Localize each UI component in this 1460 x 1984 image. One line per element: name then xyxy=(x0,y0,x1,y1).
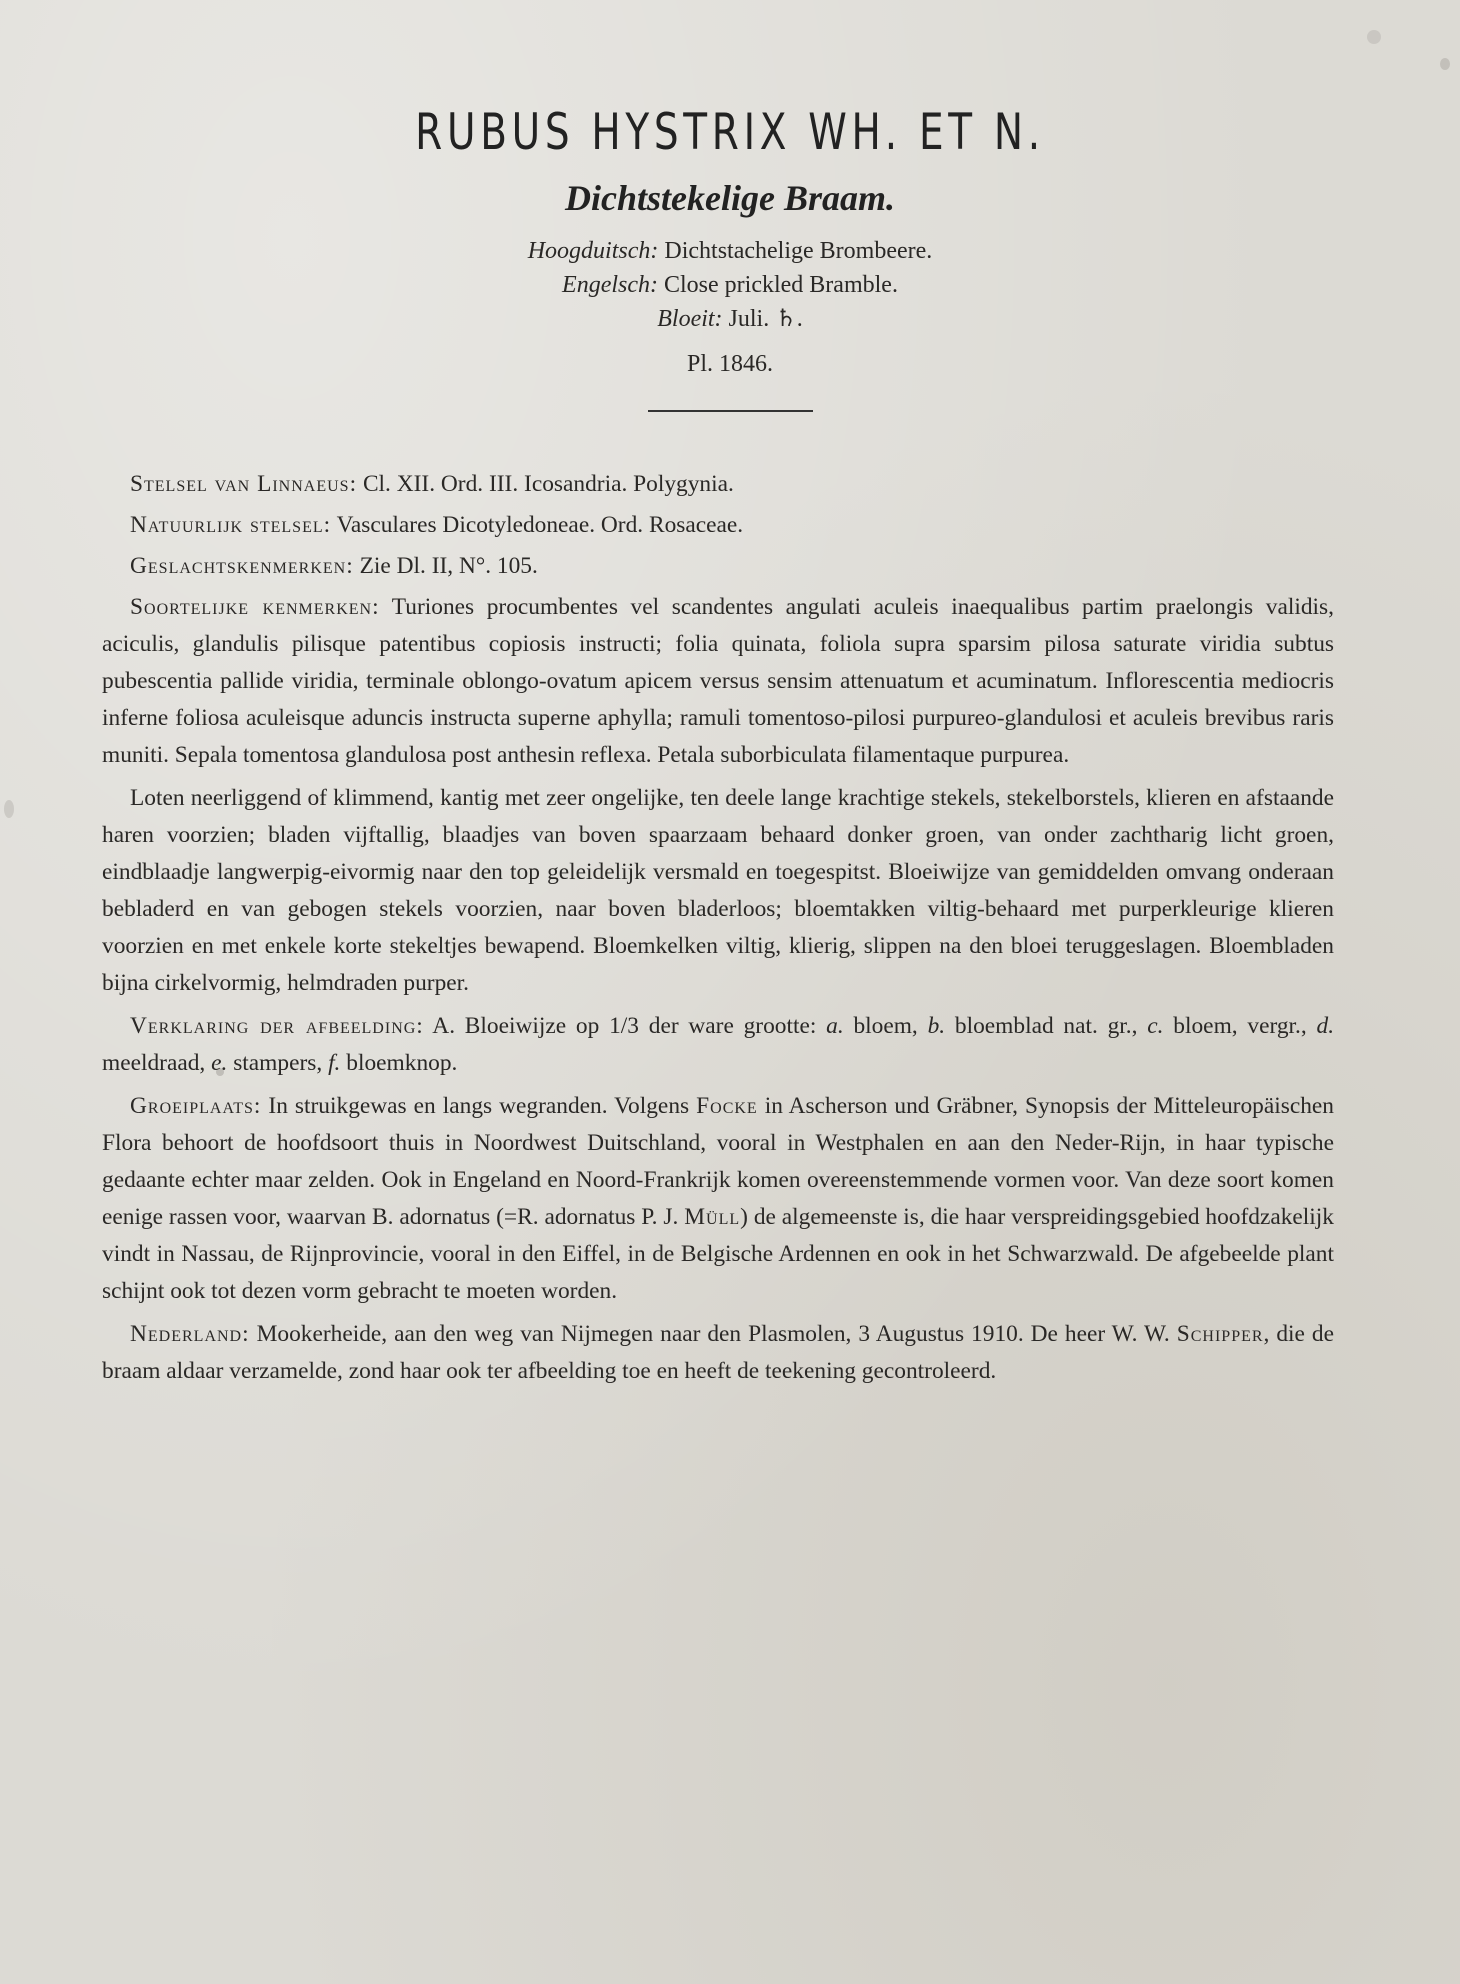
plate-number: Pl. 1846. xyxy=(686,351,773,377)
figure-text-a: A. Bloeiwijze op xyxy=(432,1013,600,1039)
netherlands-text: , die de braam aldaar verzamelde, zond haar ook ter afbeelding toe en heeft de teekening gecontroleerd. xyxy=(102,1321,1334,1384)
habitat-text: ) de algemeenste is, die haar verspreidingsgebied hoofdzakelijk vindt in Nassau, de Rijnprovincie, vooral in den Eiffel, in de Belgische Ardennen en ook in het Schwarzwald. De afgebeelde plant schijnt ook tot dezen vorm gebracht te moeten worden. xyxy=(102,1204,1335,1304)
section-label: Verklaring der afbeelding: xyxy=(130,1013,424,1039)
habitat-section xyxy=(102,1088,1334,1310)
figure-explanation-section xyxy=(102,1008,1334,1082)
figure-part-key: e. xyxy=(211,1050,228,1076)
figure-part-key: b. xyxy=(927,1013,946,1039)
figure-part-value: bloemknop. xyxy=(346,1050,458,1076)
section-label: Natuurlijk stelsel: xyxy=(130,512,332,538)
english-label: Engelsch: xyxy=(562,272,658,298)
flowering-line xyxy=(0,302,1460,336)
section-label: Nederland: xyxy=(130,1321,250,1347)
figure-part-value: bloem, vergr., xyxy=(1173,1013,1307,1039)
dutch-name: Dichtstekelige Braam. xyxy=(565,178,895,218)
page-body xyxy=(102,466,1334,1396)
section-text: Cl. XII. Ord. III. Icosandria. Polygynia. xyxy=(362,471,734,497)
section-text: Zie Dl. II, N°. 105. xyxy=(359,553,538,579)
habitat-text: In struikgewas en langs wegranden. Volgens xyxy=(268,1093,690,1119)
genus-section xyxy=(102,548,1334,585)
figure-part-value: stampers, xyxy=(233,1050,323,1076)
section-text: Vasculares Dicotyledoneae. Ord. Rosaceae. xyxy=(336,512,744,538)
section-label: Groeiplaats: xyxy=(130,1093,262,1119)
figure-part-value: bloemblad nat. gr., xyxy=(954,1013,1138,1039)
figure-part-key: c. xyxy=(1147,1013,1164,1039)
ink-speck xyxy=(4,800,14,818)
author-name: Müll xyxy=(684,1204,741,1230)
figure-part-value: meeldraad, xyxy=(102,1050,206,1076)
page-title: RUBUS HYSTRIX WH. ET N. xyxy=(415,103,1045,161)
ink-speck xyxy=(1440,58,1450,70)
netherlands-text: Mookerheide, aan den weg van Nijmegen naar den Plasmolen, 3 Augustus 1910. De heer W. W. xyxy=(256,1321,1170,1347)
header xyxy=(0,100,1460,412)
figure-part-key: f. xyxy=(328,1050,341,1076)
section-label: Stelsel van Linnaeus: xyxy=(130,471,358,497)
section-label: Geslachtskenmerken: xyxy=(130,553,354,579)
german-value: Dichtstachelige Brombeere. xyxy=(664,238,933,264)
netherlands-section xyxy=(102,1316,1334,1390)
flowering-label: Bloeit: xyxy=(657,306,723,332)
divider-rule xyxy=(648,410,813,412)
species-section xyxy=(102,589,1334,774)
linnaeus-section xyxy=(102,466,1334,503)
german-name-line xyxy=(0,234,1460,268)
collector-name: Schipper xyxy=(1176,1321,1264,1347)
figure-part-key: d. xyxy=(1316,1013,1335,1039)
figure-text-b: der ware grootte: xyxy=(648,1013,817,1039)
author-name: Focke xyxy=(696,1093,758,1119)
flowering-value: Juli. ♄. xyxy=(728,306,803,332)
english-name-line xyxy=(0,268,1460,302)
section-label: Soortelijke kenmerken: xyxy=(130,594,380,620)
ink-speck xyxy=(1367,30,1381,44)
figure-part-key: a. xyxy=(826,1013,844,1039)
german-label: Hoogduitsch: xyxy=(527,238,659,264)
natural-system-section xyxy=(102,507,1334,544)
english-value: Close prickled Bramble. xyxy=(664,272,898,298)
habitat-text: in Ascherson und Gräbner, Synopsis der Mitteleuropäischen Flora behoort de hoofdsoort thuis in Noordwest Duitschland, vooral in Westphalen en aan den Neder-Rijn, in haar typische gedaante echter maar zelden. Ook in Engeland en Noord-Frankrijk komen overeenstemmende vormen voor. Van deze soort komen eenige rassen voor, waarvan B. adornatus (=R. adornatus P. J. xyxy=(102,1093,1334,1230)
figure-part-value: bloem, xyxy=(853,1013,918,1039)
figure-fraction: 1/3 xyxy=(609,1013,639,1039)
dutch-description: Loten neerliggend of klimmend, kantig met zeer ongelijke, ten deele lange krachtige stekels, stekelborstels, klieren en afstaande haren voorzien; bladen vijftallig, blaadjes van boven spaarzaam behaard donker groen, van onder zachtharig licht groen, eindblaadje langwerpig-eivormig naar den top geleidelijk versmald en toegespitst. Bloeiwijze van gemiddelden omvang onderaan bebladerd en van gebogen stekels voorzien, naar boven bladerloos; bloemtakken viltig-behaard met purperkleurige klieren voorzien en met enkele korte stekeltjes bewapend. Bloemkelken viltig, klierig, slippen na den bloei teruggeslagen. Bloembladen bijna cirkelvormig, helmdraden purper. xyxy=(102,785,1334,996)
section-text: Turiones procumbentes vel scandentes angulati aculeis inaequalibus partim praelongis validis, aciculis, glandulis pilisque patentibus copiosis instructi; folia quinata, foliola supra sparsim pilosa saturate viridia subtus pubescentia pallide viridia, terminale oblongo-ovatum apicem versus sensim attenuatum et acuminatum. Inflorescentia mediocris inferne foliosa aculeisque aduncis instructa superne aphylla; ramuli tomentoso-pilosi purpureo-glandulosi et aculeis brevibus raris muniti. Sepala tomentosa glandulosa post anthesin reflexa. Petala suborbiculata filamentaque purpurea. xyxy=(102,594,1334,768)
